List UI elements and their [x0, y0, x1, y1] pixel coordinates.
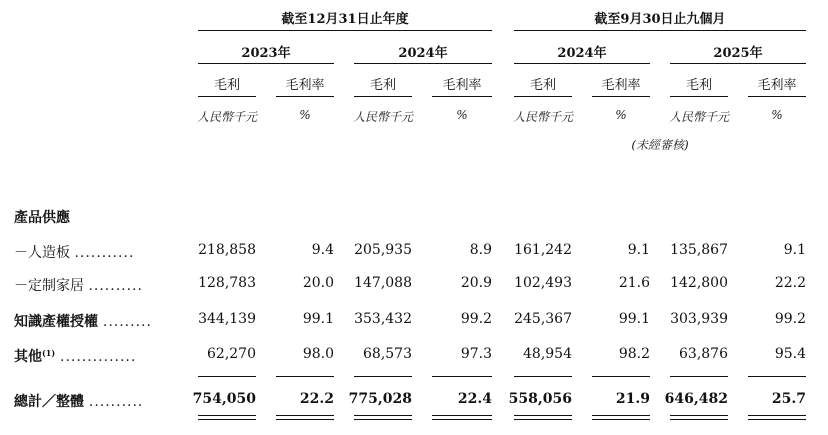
- total-double-rule-top: [514, 415, 572, 416]
- section-title: 產品供應: [14, 210, 70, 226]
- period-header-annual-underline: [198, 30, 492, 31]
- unit-percent-4: %: [771, 108, 783, 122]
- leader-dots: ..........: [88, 394, 144, 410]
- period-header-annual: 截至12月31日止年度: [281, 12, 409, 27]
- subtotal-rule: [670, 376, 728, 377]
- col-underline: [276, 96, 334, 97]
- gross-profit-cell: 142,800: [670, 275, 728, 291]
- year-header-2023-underline: [198, 63, 334, 64]
- gross-profit-cell: 344,139: [198, 311, 256, 327]
- subtotal-rule: [432, 376, 492, 377]
- col-header-gross-margin-1: 毛利率: [285, 78, 325, 93]
- gross-margin-cell: 21.6: [618, 275, 650, 291]
- year-header-2024-nine-months: 2024年: [557, 46, 607, 61]
- total-double-rule-top: [432, 415, 492, 416]
- unaudited-note: (未經審核): [631, 138, 689, 152]
- total-double-rule-top: [198, 415, 256, 416]
- subtotal-rule: [276, 376, 334, 377]
- row-label: [14, 311, 152, 331]
- col-header-gross-margin-4: 毛利率: [757, 78, 797, 93]
- gross-profit-cell: 245,367: [514, 311, 572, 327]
- gross-margin-cell: 22.4: [457, 391, 492, 407]
- leader-dots: .........: [102, 314, 152, 330]
- year-header-2024-nine-months-underline: [514, 63, 650, 64]
- col-header-gross-profit-2: 毛利: [369, 78, 396, 93]
- gross-profit-cell: 558,056: [508, 391, 572, 407]
- unit-percent-3: %: [615, 108, 627, 122]
- gross-margin-cell: 97.3: [460, 346, 492, 362]
- gross-profit-cell: 303,939: [670, 311, 728, 327]
- col-underline: [432, 96, 492, 97]
- row-label-text: －人造板: [14, 245, 70, 261]
- subtotal-rule: [514, 376, 572, 377]
- gross-margin-cell: 21.9: [615, 391, 650, 407]
- unit-rmb-thousands-1: 人民幣千元: [196, 110, 257, 124]
- col-header-gross-profit-3: 毛利: [529, 78, 556, 93]
- unit-rmb-thousands-2: 人民幣千元: [352, 110, 413, 124]
- row-label: [14, 346, 136, 366]
- gross-margin-cell: 99.2: [774, 311, 806, 327]
- gross-profit-cell: 128,783: [198, 275, 256, 291]
- row-label: [14, 275, 143, 295]
- year-header-2023: 2023年: [241, 46, 291, 61]
- gross-profit-cell: 135,867: [670, 242, 728, 258]
- gross-profit-cell: 218,858: [198, 242, 256, 258]
- row-label: [14, 242, 134, 262]
- col-header-gross-margin-2: 毛利率: [442, 78, 482, 93]
- gross-margin-cell: 99.2: [460, 311, 492, 327]
- col-underline: [354, 96, 412, 97]
- unit-percent-2: %: [456, 108, 468, 122]
- gross-margin-cell: 9.4: [311, 242, 334, 258]
- row-label-text: 知識產權授權: [14, 314, 98, 330]
- total-double-rule-top: [670, 415, 728, 416]
- gross-profit-cell: 775,028: [348, 391, 412, 407]
- total-double-rule-top: [276, 415, 334, 416]
- leader-dots: ..........: [88, 278, 143, 294]
- col-underline: [198, 96, 256, 97]
- gross-margin-cell: 9.1: [627, 242, 650, 258]
- year-header-2024-annual: 2024年: [398, 46, 448, 61]
- gross-profit-cell: 102,493: [514, 275, 572, 291]
- col-header-gross-margin-3: 毛利率: [601, 78, 641, 93]
- subtotal-rule: [198, 376, 256, 377]
- gross-margin-cell: 9.1: [783, 242, 806, 258]
- unit-rmb-thousands-4: 人民幣千元: [668, 110, 729, 124]
- col-underline: [748, 96, 806, 97]
- gross-margin-cell: 99.1: [618, 311, 650, 327]
- col-underline: [670, 96, 728, 97]
- col-header-gross-profit-4: 毛利: [685, 78, 712, 93]
- gross-margin-cell: 25.7: [771, 391, 806, 407]
- col-underline: [514, 96, 572, 97]
- gross-profit-cell: 68,573: [363, 346, 412, 362]
- gross-margin-cell: 98.2: [618, 346, 650, 362]
- gross-profit-cell: 353,432: [354, 311, 412, 327]
- row-label-text: 總計／整體: [14, 394, 84, 410]
- subtotal-rule: [592, 376, 650, 377]
- gross-margin-cell: 95.4: [774, 346, 806, 362]
- total-double-rule-top: [354, 415, 412, 416]
- total-double-rule-bottom: [198, 419, 256, 420]
- col-header-gross-profit-1: 毛利: [213, 78, 240, 93]
- period-header-nine-months-underline: [514, 30, 806, 31]
- total-double-rule-top: [748, 415, 806, 416]
- leader-dots: ..............: [60, 349, 137, 365]
- gross-profit-cell: 63,876: [679, 346, 728, 362]
- unit-percent-1: %: [299, 108, 311, 122]
- year-header-2025-underline: [670, 63, 806, 64]
- footnote-marker: (1): [42, 348, 56, 358]
- leader-dots: ...........: [74, 245, 135, 261]
- gross-margin-cell: 8.9: [469, 242, 492, 258]
- gross-profit-cell: 754,050: [192, 391, 256, 407]
- col-underline: [592, 96, 650, 97]
- total-double-rule-bottom: [432, 419, 492, 420]
- gross-margin-cell: 98.0: [302, 346, 334, 362]
- total-double-rule-bottom: [354, 419, 412, 420]
- subtotal-rule: [748, 376, 806, 377]
- total-double-rule-bottom: [514, 419, 572, 420]
- gross-profit-cell: 48,954: [523, 346, 572, 362]
- row-label-text: －定制家居: [14, 278, 84, 294]
- gross-margin-cell: 22.2: [774, 275, 806, 291]
- row-label-text: 其他: [14, 349, 42, 365]
- total-double-rule-bottom: [592, 419, 650, 420]
- gross-margin-cell: 20.0: [302, 275, 334, 291]
- gross-profit-cell: 147,088: [354, 275, 412, 291]
- row-label: [14, 391, 143, 411]
- gross-profit-cell: 161,242: [514, 242, 572, 258]
- unit-rmb-thousands-3: 人民幣千元: [512, 110, 573, 124]
- gross-profit-cell: 205,935: [354, 242, 412, 258]
- total-double-rule-top: [592, 415, 650, 416]
- subtotal-rule: [354, 376, 412, 377]
- period-header-nine-months: 截至9月30日止九個月: [594, 12, 726, 27]
- total-double-rule-bottom: [748, 419, 806, 420]
- year-header-2025: 2025年: [713, 46, 763, 61]
- gross-profit-cell: 646,482: [664, 391, 728, 407]
- total-double-rule-bottom: [670, 419, 728, 420]
- gross-margin-cell: 99.1: [302, 311, 334, 327]
- gross-margin-cell: 20.9: [460, 275, 492, 291]
- gross-profit-cell: 62,270: [207, 346, 256, 362]
- gross-margin-cell: 22.2: [299, 391, 334, 407]
- total-double-rule-bottom: [276, 419, 334, 420]
- year-header-2024-annual-underline: [354, 63, 492, 64]
